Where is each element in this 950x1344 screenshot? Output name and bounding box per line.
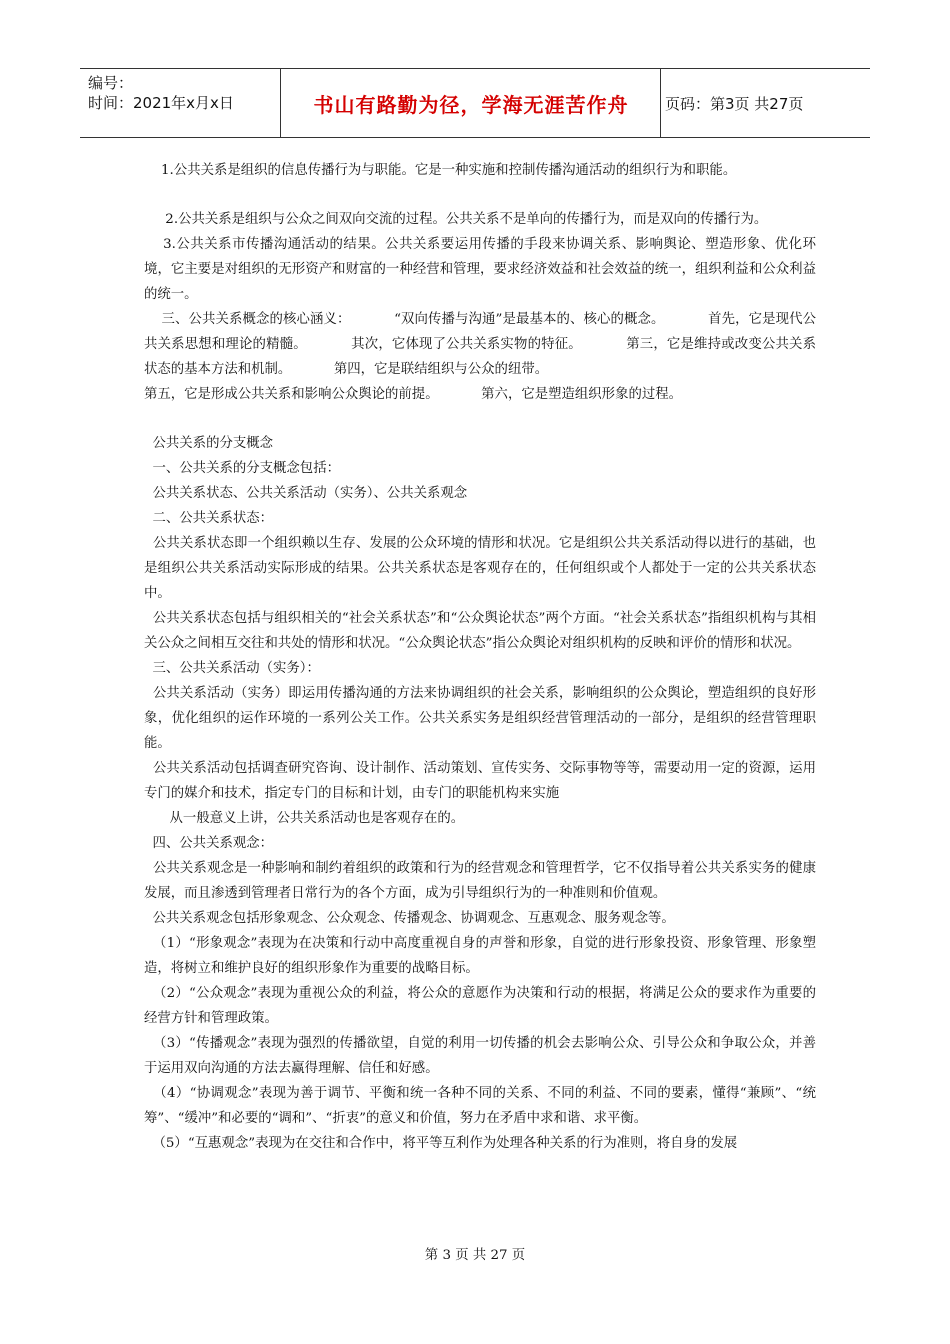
paragraph: （2）“公众观念”表现为重视公众的利益，将公众的意愿作为决策和行动的根据，将满足公众的要求作为重要的经营方针和管理政策。 [144, 986, 816, 1026]
paragraph: 第五，它是形成公共关系和影响公众舆论的前提。 第六，它是塑造组织形象的过程。 [144, 387, 683, 402]
paragraph: 一、公共关系的分支概念包括： [144, 461, 340, 476]
page-header [80, 68, 870, 138]
paragraph: （4）“协调观念”表现为善于调节、平衡和统一各种不同的关系、不同的利益、不同的要素，懂得“兼顾”、“统筹”、“缓冲”和必要的“调和”、“折衷”的意义和价值，努力在矛盾中求和谐、求平衡。 [144, 1086, 816, 1126]
paragraph [144, 407, 816, 431]
page-footer: 第 3 页 共 27 页 [424, 1248, 526, 1263]
header-page-label: 页码：第3页 共27页 [665, 94, 804, 113]
paragraph: 三、公共关系概念的核心涵义： “双向传播与沟通”是最基本的、核心的概念。 首先，它是现代公共关系思想和理论的精髓。 其次，它体现了公共关系实物的特征。 第三，它是维持或改变公共关系状态的基本方法和机制。 第四，它是联结组织与公众的纽带。 [144, 312, 816, 377]
paragraph: 1.公共关系是组织的信息传播行为与职能。它是一种实施和控制传播沟通活动的组织行为和职能。 [144, 163, 737, 178]
paragraph: 从一般意义上讲，公共关系活动也是客观存在的。 [144, 811, 465, 826]
paragraph: 公共关系状态、公共关系活动（实务）、公共关系观念 [144, 486, 468, 501]
paragraph: 公共关系活动包括调查研究咨询、设计制作、活动策划、宣传实务、交际事物等等，需要动用一定的资源，运用专门的媒介和技术，指定专门的目标和计划，由专门的职能机构来实施 [144, 761, 816, 801]
document-body [144, 158, 816, 1156]
serial-label: 编号： [88, 74, 134, 92]
paragraph: （1）“形象观念”表现为在决策和行动中高度重视自身的声誉和形象，自觉的进行形象投资、形象管理、形象塑造，将树立和维护良好的组织形象作为重要的战略目标。 [144, 936, 816, 976]
paragraph: 2.公共关系是组织与公众之间双向交流的过程。公共关系不是单向的传播行为，而是双向的传播行为。 [144, 212, 768, 227]
paragraph: （5）“互惠观念”表现为在交往和合作中，将平等互利作为处理各种关系的行为准则，将自身的发展 [144, 1136, 738, 1151]
paragraph: 公共关系状态包括与组织相关的“社会关系状态”和“公众舆论状态”两个方面。“社会关系状态”指组织机构与其相关公众之间相互交往和共处的情形和状况。“公众舆论状态”指公众舆论对组织机构的反映和评价的情形和状况。 [144, 611, 816, 651]
paragraph: 三、公共关系活动（实务）： [144, 661, 320, 676]
paragraph: 公共关系状态即一个组织赖以生存、发展的公众环境的情形和状况。它是组织公共关系活动得以进行的基础，也是组织公共关系活动实际形成的结果。公共关系状态是客观存在的，任何组织或个人都处于一定的公共关系状态中。 [144, 536, 816, 601]
paragraph [144, 183, 816, 207]
paragraph: 3.公共关系市传播沟通活动的结果。公共关系要运用传播的手段来协调关系、影响舆论、塑造形象、优化环境，它主要是对组织的无形资产和财富的一种经营和管理，要求经济效益和社会效益的统一，组织利益和公众利益的统一。 [144, 237, 816, 302]
paragraph: （3）“传播观念”表现为强烈的传播欲望，自觉的利用一切传播的机会去影响公众、引导公众和争取公众，并善于运用双向沟通的方法去赢得理解、信任和好感。 [144, 1036, 816, 1076]
paragraph: 公共关系观念包括形象观念、公众观念、传播观念、协调观念、互惠观念、服务观念等。 [144, 911, 675, 926]
paragraph: 公共关系的分支概念 [144, 436, 274, 451]
date-label: 时间：2021年x月x日 [88, 94, 234, 112]
paragraph: 公共关系观念是一种影响和制约着组织的政策和行为的经营观念和管理哲学，它不仅指导着公共关系实务的健康发展，而且渗透到管理者日常行为的各个方面，成为引导组织行为的一种准则和价值观。 [144, 861, 816, 901]
paragraph: 二、公共关系状态： [144, 511, 274, 526]
header-motto: 书山有路勤为径，学海无涯苦作舟 [282, 69, 661, 137]
paragraph: 四、公共关系观念： [144, 836, 274, 851]
header-meta [80, 69, 281, 137]
paragraph: 公共关系活动（实务）即运用传播沟通的方法来协调组织的社会关系，影响组织的公众舆论，塑造组织的良好形象，优化组织的运作环境的一系列公关工作。公共关系实务是组织经营管理活动的一部分，是组织的经营管理职能。 [144, 686, 816, 751]
